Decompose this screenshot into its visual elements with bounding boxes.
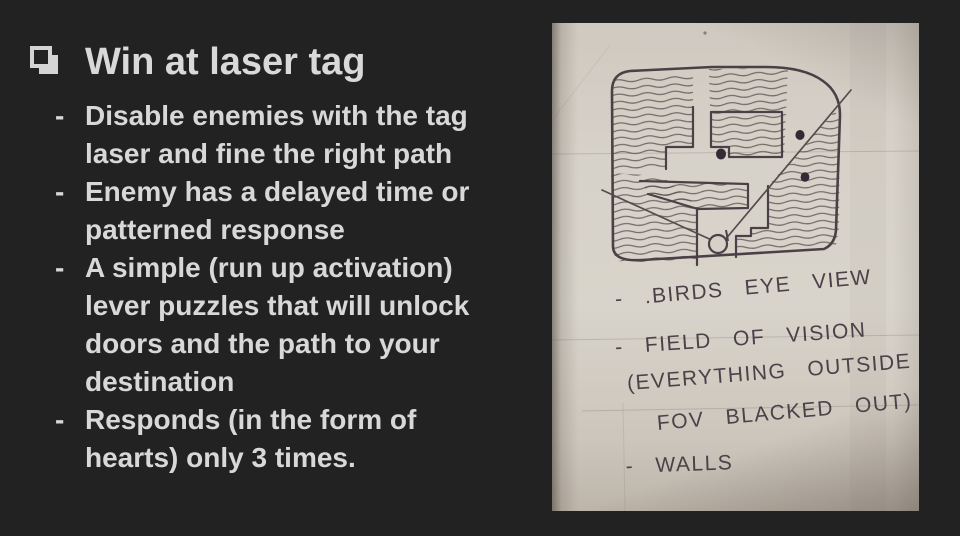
bullet-icon-box — [30, 46, 52, 68]
bullet-text: A simple (run up activation) lever puzzles that will unlock doors and the path to your destination — [85, 252, 470, 397]
bullet-dash: - — [55, 252, 65, 283]
slide-title-row — [30, 40, 366, 84]
hatch-regions — [611, 68, 840, 263]
enemy-dot — [801, 172, 810, 182]
hatch-top-left — [613, 74, 693, 169]
enemy-dot — [716, 149, 726, 160]
note-walls: - WALLS — [625, 451, 734, 478]
shadowed-square-bullet-icon — [30, 46, 60, 76]
bullet-list — [55, 97, 469, 477]
bullet-text: Disable enemies with the tag laser and fine the right path — [85, 100, 468, 169]
bullet-dash: - — [55, 404, 65, 435]
bullet-dash: - — [55, 176, 65, 207]
enemy-dot — [795, 130, 804, 140]
note-field-of-vision: - FIELD OF VISION — [614, 318, 868, 359]
stray-ink-dot — [703, 31, 706, 34]
bullet-item — [55, 249, 469, 401]
bullet-text: Enemy has a delayed time or patterned response — [85, 176, 470, 245]
slide-title: Win at laser tag — [85, 41, 366, 83]
bullet-item — [55, 401, 469, 477]
bullet-item — [55, 173, 469, 249]
player-circle — [709, 235, 727, 253]
sketch-photo — [552, 23, 919, 511]
note-birds-eye-view: - .BIRDS EYE VIEW — [613, 265, 873, 311]
note-everything-outside: (EVERYTHING OUTSIDE — [626, 349, 912, 395]
bullet-text: Responds (in the form of hearts) only 3 times. — [85, 404, 417, 473]
bullet-item — [55, 97, 469, 173]
bullet-dash: - — [55, 100, 65, 131]
note-fov-blacked-out: FOV BLACKED OUT) — [655, 389, 914, 435]
